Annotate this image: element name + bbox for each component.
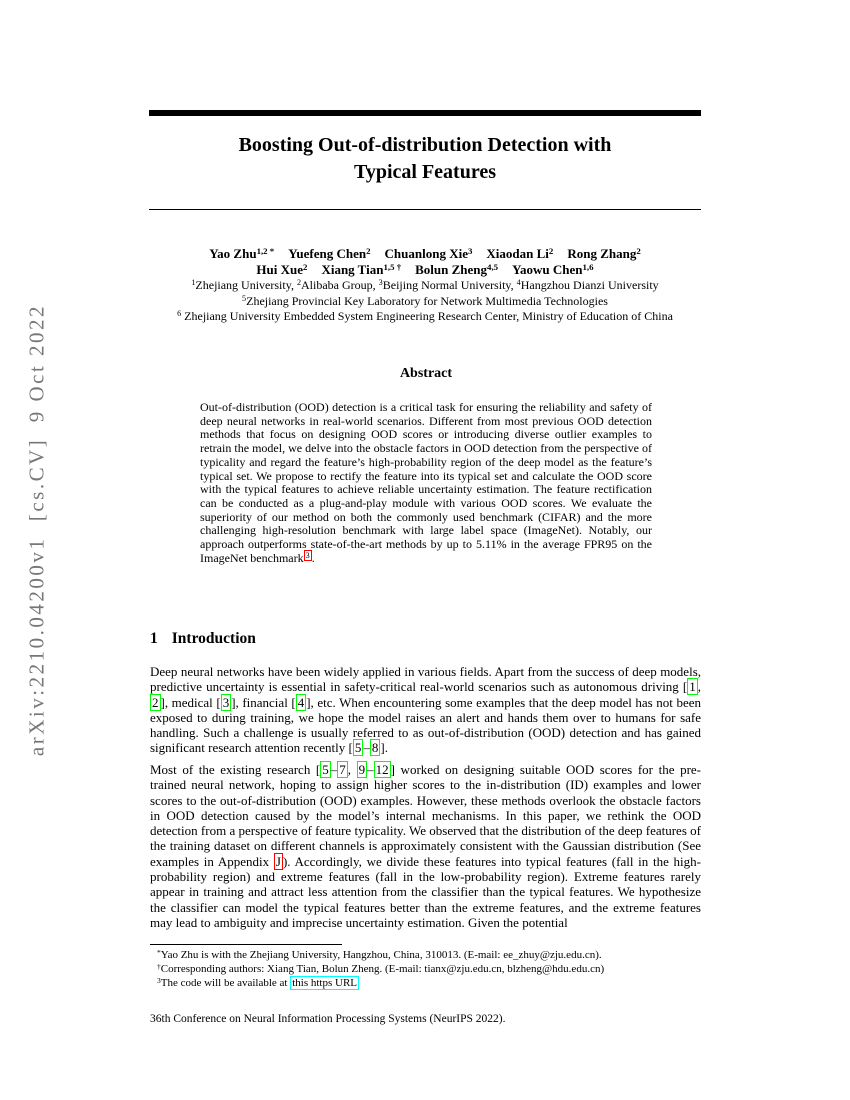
citation-link[interactable]: 12	[375, 762, 389, 777]
text-segment: Xiang Tian	[321, 262, 384, 277]
text-segment: 4,5	[487, 262, 499, 273]
text-segment: ,	[347, 762, 357, 777]
text-segment: ].	[380, 740, 388, 756]
text-segment: Bolun Zheng	[415, 262, 488, 277]
intro-paragraph-1	[150, 664, 701, 756]
appendix-ref-link[interactable]: J	[275, 853, 281, 869]
abstract-text	[200, 401, 652, 565]
text-segment: 2	[366, 246, 371, 257]
citation-link[interactable]: 4	[297, 694, 305, 710]
text-segment: Yao Zhu is with the Zhejiang University, Hangzhou, China, 310013. (E-mail: ee_zhuy@zju.edu.cn).	[160, 949, 602, 961]
text-segment: Out-of-distribution (OOD) detection is a critical task for ensuring the reliability and safety of deep neural networks in real-world scenarios. Different from most previous OOD detection methods that focus on designing OOD scores or introducing diverse outlier examples to retrain the model, we delve into the obstacle factors in OOD detection from the perspective of typicality and regard the feature’s high-probability region of the deep model as the feature’s typical set. We propose to rectify the feature into its typical set and calculate the OOD score with the typical features to achieve reliable uncertainty estimation. The feature rectification can be conducted as a plug-and-play module with various OOD scores. We evaluate the superiority of our method on both the commonly used benchmark (CIFAR) and the more challenging high-resolution benchmark with large label space (ImageNet). Notably, our approach outperforms state-of-the-art methods by up to 5.11% in the average FPR95 on the ImageNet benchmark	[200, 400, 652, 565]
text-segment: 4	[516, 278, 521, 288]
citation-link[interactable]: 1	[689, 679, 696, 695]
text-segment: 2	[296, 278, 302, 288]
text-segment: Hui Xue	[256, 262, 304, 277]
paper-title-line2: Typical Features	[353, 161, 497, 183]
text-segment: 3	[157, 975, 161, 985]
text-segment: ,	[697, 679, 701, 695]
section-heading-introduction	[150, 630, 256, 648]
text-segment: Chuanlong Xie	[384, 246, 468, 261]
text-segment: 1,6	[582, 262, 594, 273]
text-segment: ] worked on designing suitable OOD scores for the pre-trained neural network, hoping to assign higher scores to the in-distribution (ID) examples and lower scores to the out-of-distribution (OOD) examples. However, these methods overlook the obstacle factors in OOD detection caused by the model’s internal mechanisms. In this paper, we rethink the OOD detection from a perspective of feature typicality. We observed that the distribution of the deep features of the training dataset on different channels is approximately consistent with the Gaussian distribution (See examples in Appendix	[150, 762, 701, 869]
text-segment: Yao Zhu	[209, 246, 257, 261]
affiliation-line-2	[120, 294, 730, 310]
text-segment: .	[311, 550, 315, 565]
text-segment: –	[330, 762, 338, 777]
text-segment: ). Accordingly, we divide these features into typical features (fall in the high-probability region) and extreme features (fall in the low-probability region). Extreme features rarely appear in training and attract less attention from the classifier than the typical features. We hypothesize the classifier can model the typical features better than the extreme features, and the extreme features may lead to ambiguity and imprecise uncertainty estimation. Given the potential	[150, 853, 702, 930]
text-segment: †	[157, 961, 161, 971]
text-segment: 3	[378, 278, 383, 288]
text-segment: Zhejiang Provincial Key Laboratory for Network Multimedia Technologies	[246, 293, 608, 308]
arxiv-watermark: arXiv:2210.04200v1 [cs.CV] 9 Oct 2022	[24, 303, 49, 757]
footnotes-block	[150, 948, 701, 990]
text-segment: 2	[303, 262, 308, 273]
paper-title-line1: Boosting Out-of-distribution Detection with	[238, 134, 612, 156]
footnote-ref-link[interactable]: 3	[305, 551, 310, 561]
citation-link[interactable]: 5	[354, 740, 362, 756]
author-block	[120, 246, 730, 325]
text-segment: Yaowu Chen	[512, 262, 583, 277]
citation-link[interactable]: 8	[371, 740, 379, 756]
title-rule-top	[149, 110, 701, 116]
text-segment: The code will be available at	[160, 977, 291, 989]
text-segment: Most of the existing research [	[150, 762, 321, 777]
citation-link[interactable]: 7	[339, 762, 346, 777]
text-segment: Alibaba Group,	[301, 278, 379, 292]
text-segment: Hangzhou Dianzi University	[520, 278, 659, 292]
text-segment: 5	[242, 293, 247, 303]
text-segment: Rong Zhang	[567, 246, 637, 261]
section-number: 1	[150, 630, 158, 647]
text-segment: Zhejiang University,	[195, 278, 297, 292]
text-segment: 3	[468, 246, 473, 257]
text-segment: ], etc. When encountering some examples that the deep model has not been exposed to during training, we hope the model raises an alert and hands them over to humans for safe handling. Such a challenge is usually referred to as out-of-distribution (OOD) detection and has gained significant research attention recently [	[150, 694, 702, 756]
affiliation-line-1	[120, 278, 730, 294]
intro-paragraph-2	[150, 762, 701, 930]
text-segment: ], medical [	[160, 694, 221, 710]
text-segment: 6	[177, 309, 182, 319]
abstract-heading: Abstract	[399, 366, 453, 381]
text-segment: 2	[636, 246, 641, 257]
text-segment: Beijing Normal University,	[382, 278, 517, 292]
text-segment: 1,5 †	[383, 262, 402, 273]
text-segment: 1	[191, 278, 196, 288]
text-segment: –	[363, 740, 370, 756]
text-segment: –	[367, 762, 374, 777]
paper-title	[150, 132, 700, 186]
text-segment: *	[157, 947, 161, 957]
title-rule-bottom	[149, 209, 701, 210]
footnote-code-availability	[150, 976, 701, 990]
section-title: Introduction	[171, 630, 256, 647]
text-segment: Xiaodan Li	[486, 246, 549, 261]
code-url-link[interactable]: this https URL	[292, 977, 358, 989]
author-line-2	[120, 262, 730, 278]
text-segment: Zhejiang University Embedded System Engineering Research Center, Ministry of Education of China	[181, 309, 673, 323]
citation-link[interactable]: 2	[152, 694, 159, 710]
footnote-author-contact	[150, 948, 701, 962]
text-segment: 1,2 *	[256, 246, 275, 257]
affiliation-line-3	[120, 309, 730, 325]
citation-link[interactable]: 5	[322, 762, 329, 777]
text-segment: Yuefeng Chen	[288, 246, 367, 261]
author-line-1	[120, 246, 730, 262]
text-segment: 2	[548, 246, 554, 257]
citation-link[interactable]: 9	[358, 762, 366, 777]
conference-footer: 36th Conference on Neural Information Processing Systems (NeurIPS 2022).	[150, 1013, 506, 1025]
citation-link[interactable]: 3	[222, 694, 230, 710]
text-segment: ], financial [	[231, 694, 296, 710]
footnote-corresponding-authors	[150, 962, 701, 976]
text-segment: Corresponding authors: Xiang Tian, Bolun Zheng. (E-mail: tianx@zju.edu.cn, blzheng@hdu.edu.cn)	[160, 963, 605, 975]
text-segment: Deep neural networks have been widely applied in various fields. Apart from the success of deep models, predictive uncertainty is essential in safety-critical real-world scenarios such as autonomous driving [	[150, 664, 701, 695]
footnote-rule	[150, 944, 342, 945]
